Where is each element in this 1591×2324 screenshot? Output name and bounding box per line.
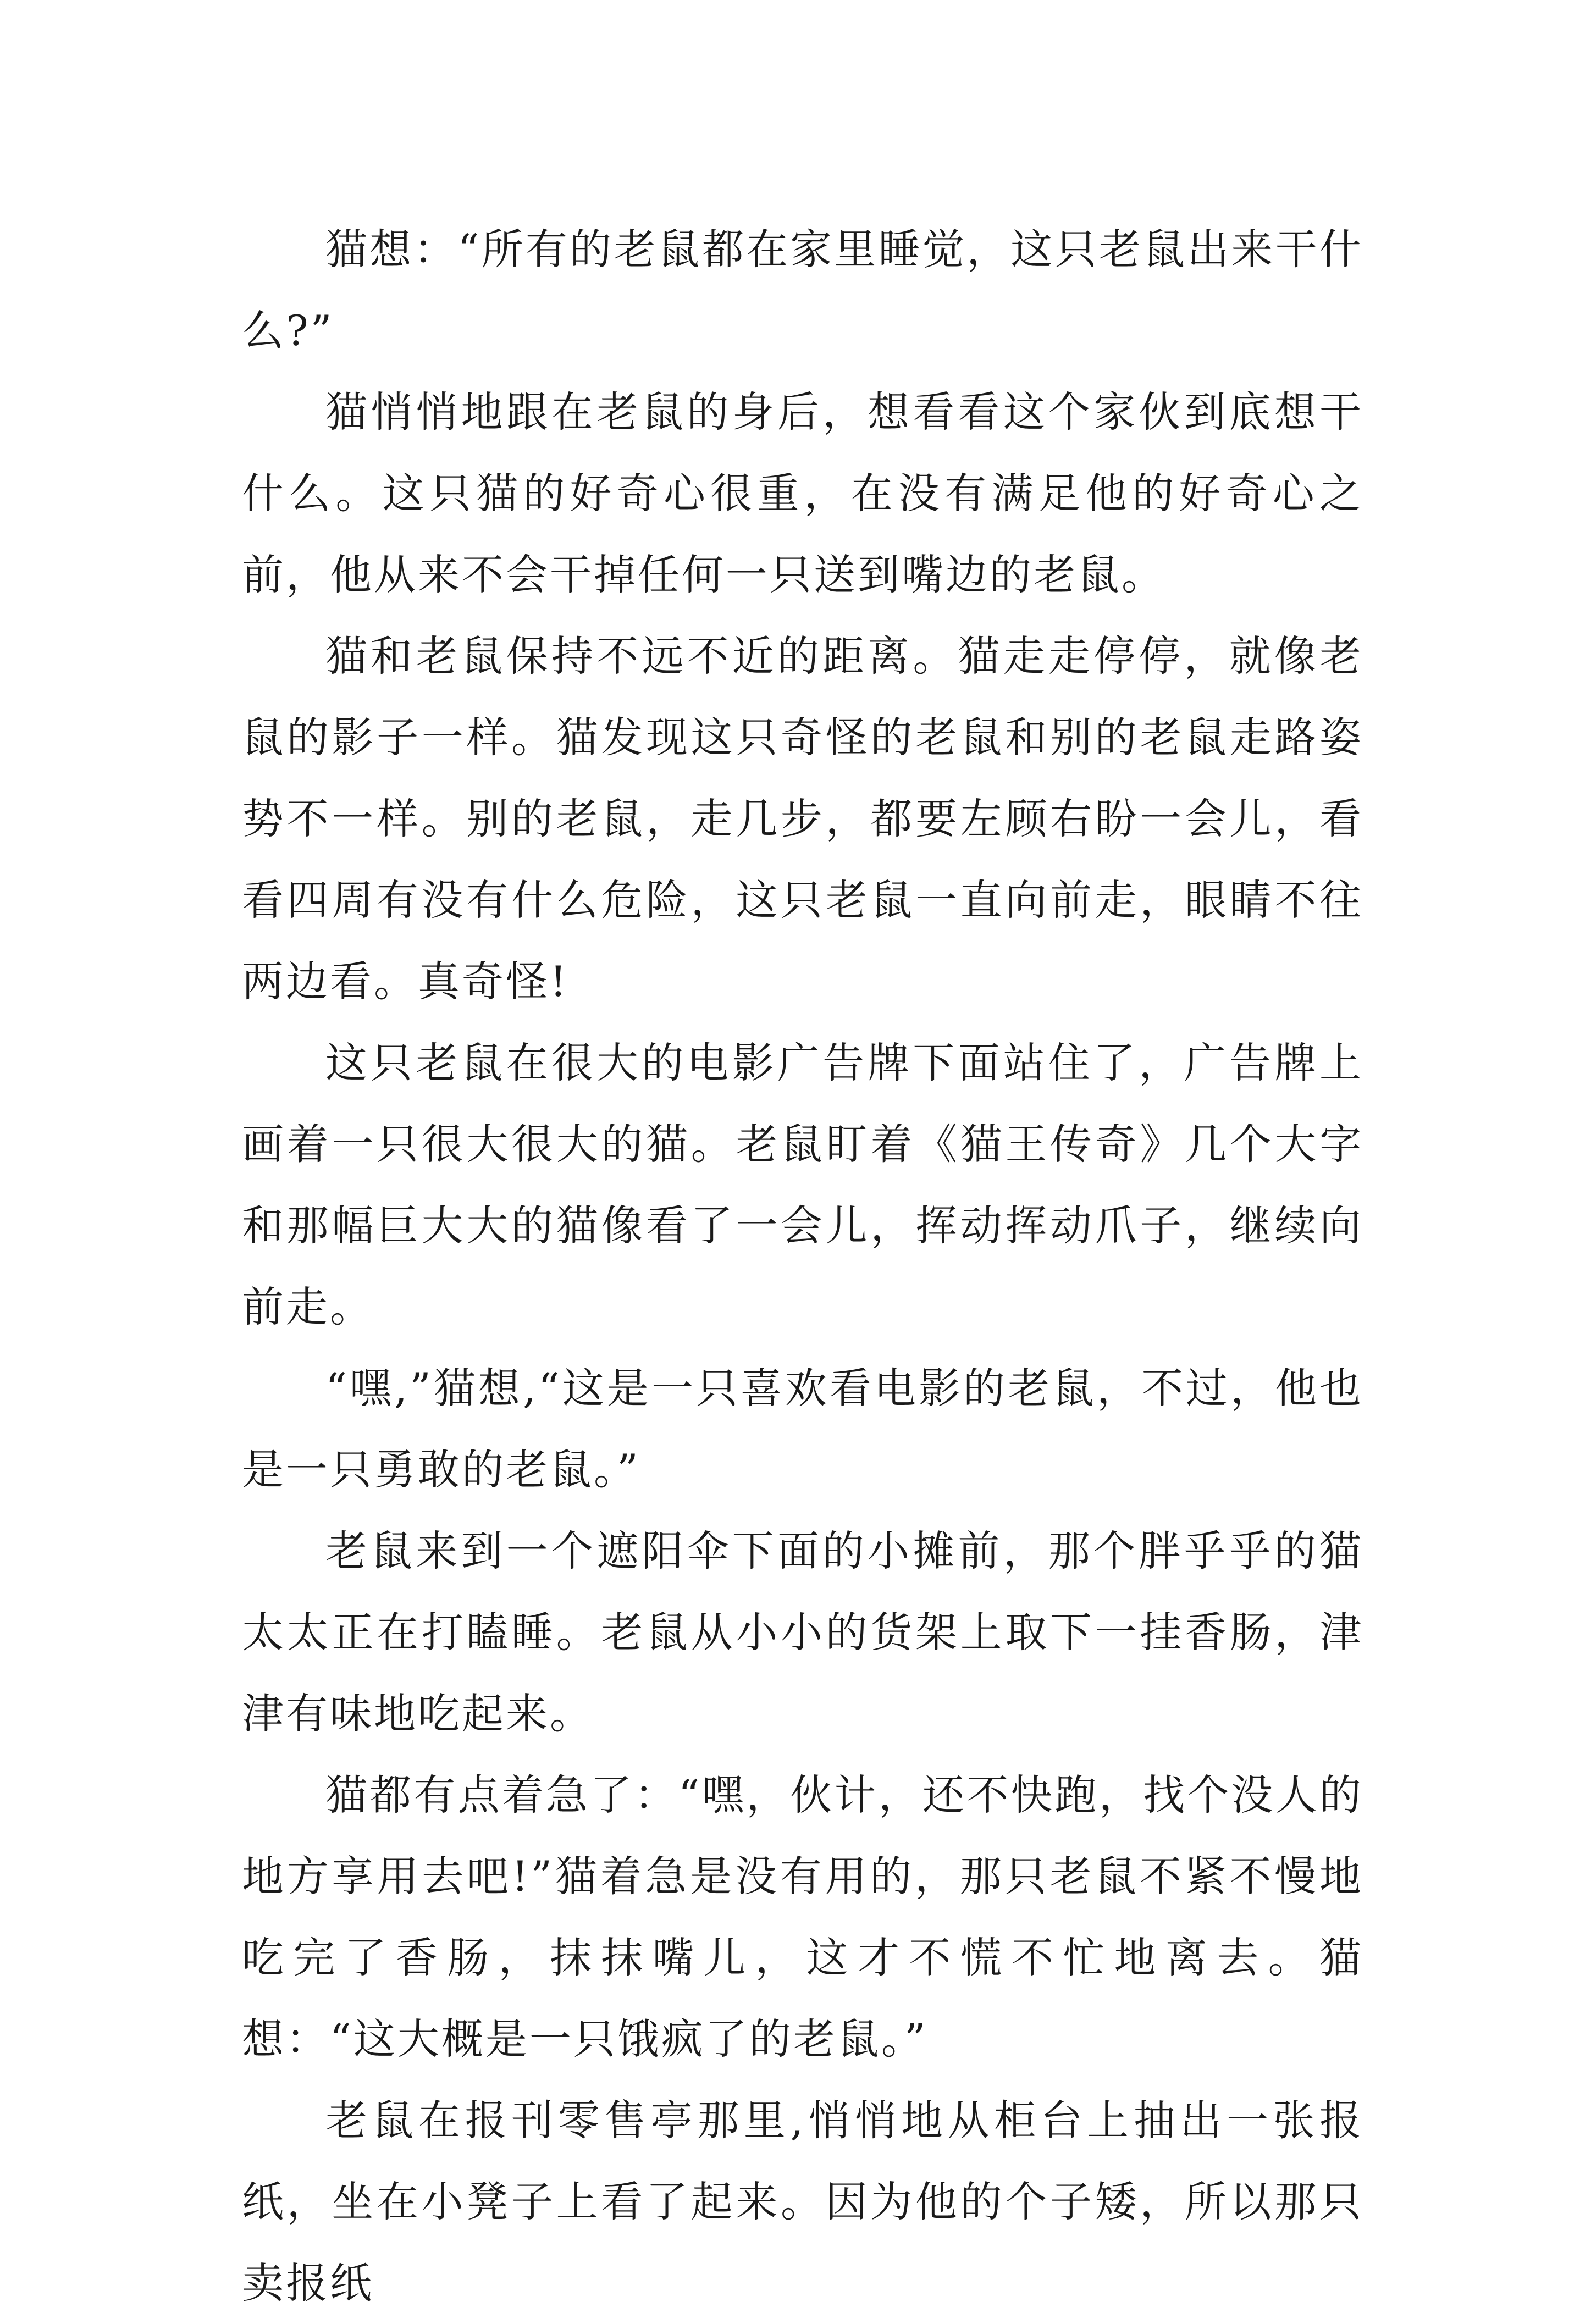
paragraph: 这只老鼠在很大的电影广告牌下面站住了，广告牌上画着一只很大很大的猫。老鼠盯着《猫王传奇》几个大字和那幅巨大大的猫像看了一会儿，挥动挥动爪子，继续向前走。 [242,1038,1363,1331]
paragraph: “嘿,”猫想,“这是一只喜欢看电影的老鼠，不过，他也是一只勇敢的老鼠。” [242,1364,1363,1494]
paragraph: 猫都有点着急了：“嘿，伙计，还不快跑，找个没人的地方享用去吧!”猫着急是没有用的，那只老鼠不紧不慢地吃完了香肠，抹抹嘴儿，这才不慌不忙地离去。猫想：“这大概是一只饿疯了的老鼠。” [242,1770,1363,2063]
paragraph: 猫悄悄地跟在老鼠的身后，想看看这个家伙到底想干什么。这只猫的好奇心很重，在没有满足他的好奇心之前，他从来不会干掉任何一只送到嘴边的老鼠。 [242,388,1363,599]
paragraph: 猫想：“所有的老鼠都在家里睡觉，这只老鼠出来干什么?” [242,225,1363,355]
paragraph: 老鼠来到一个遮阳伞下面的小摊前，那个胖乎乎的猫太太正在打瞌睡。老鼠从小小的货架上取下一挂香肠，津津有味地吃起来。 [242,1526,1363,1738]
paragraph: 老鼠在报刊零售亭那里,悄悄地从柜台上抽出一张报纸，坐在小凳子上看了起来。因为他的个子矮，所以那只卖报纸 [242,2096,1363,2308]
document-body [242,209,1363,2324]
paragraph: 猫和老鼠保持不远不近的距离。猫走走停停，就像老鼠的影子一样。猫发现这只奇怪的老鼠和别的老鼠走路姿势不一样。别的老鼠，走几步，都要左顾右盼一会儿，看看四周有没有什么危险，这只老鼠一直向前走，眼睛不往两边看。真奇怪! [242,632,1363,1006]
